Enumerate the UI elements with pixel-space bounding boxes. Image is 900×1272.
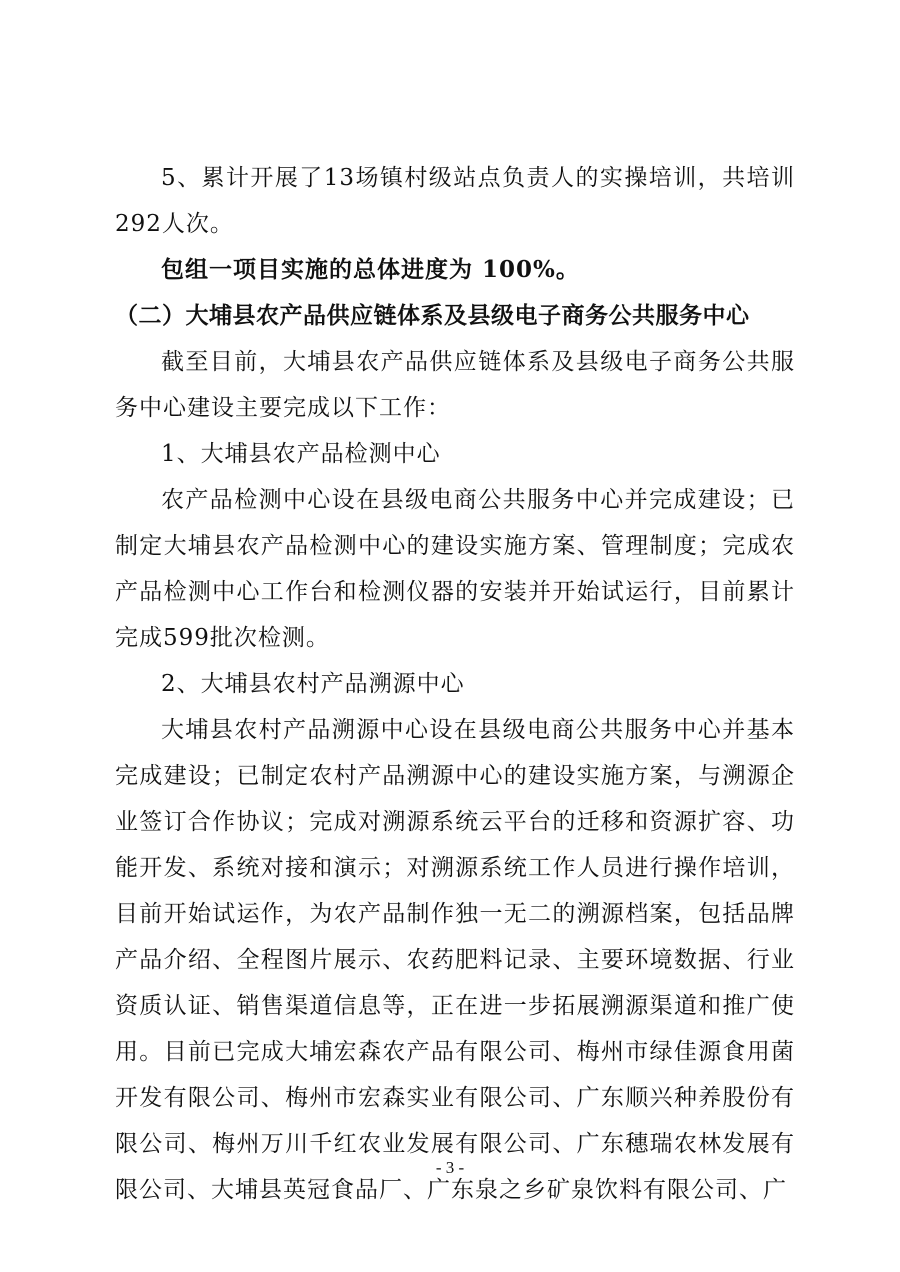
document-body	[115, 155, 795, 1213]
paragraph-testing-center: 农产品检测中心设在县级电商公共服务中心并完成建设；已制定大埔县农产品检测中心的建设实施方案、管理制度；完成农产品检测中心工作台和检测仪器的安装并开始试运行，目前累计完成599批次检测。	[115, 487, 795, 651]
paragraph-item-5: 5、累计开展了13场镇村级站点负责人的实操培训，共培训292人次。	[115, 165, 795, 237]
subsection-title-testing-center: 1、大埔县农产品检测中心	[161, 441, 441, 467]
page-number: - 3 -	[435, 1158, 465, 1177]
paragraph-traceability-center: 大埔县农村产品溯源中心设在县级电商公共服务中心并基本完成建设；已制定农村产品溯源中心的建设实施方案，与溯源企业签订合作协议；完成对溯源系统云平台的迁移和资源扩容、功能开发、系统对接和演示；对溯源系统工作人员进行操作培训，目前开始试运作，为农产品制作独一无二的溯源档案，包括品牌产品介绍、全程图片展示、农药肥料记录、主要环境数据、行业资质认证、销售渠道信息等，正在进一步拓展溯源渠道和推广使用。目前已完成大埔宏森农产品有限公司、梅州市绿佳源食用菌开发有限公司、梅州市宏森实业有限公司、广东顺兴种养股份有限公司、梅州万川千红农业发展有限公司、广东穗瑞农林发展有限公司、大埔县英冠食品厂、广东泉之乡矿泉饮料有限公司、广	[115, 717, 795, 1203]
paragraph-progress-summary: 包组一项目实施的总体进度为 100%。	[161, 256, 580, 283]
section-heading: （二）大埔县农产品供应链体系及县级电子商务公共服务中心	[115, 302, 750, 329]
subsection-title-traceability-center: 2、大埔县农村产品溯源中心	[161, 671, 465, 697]
paragraph-intro: 截至目前，大埔县农产品供应链体系及县级电子商务公共服务中心建设主要完成以下工作：	[115, 349, 795, 421]
